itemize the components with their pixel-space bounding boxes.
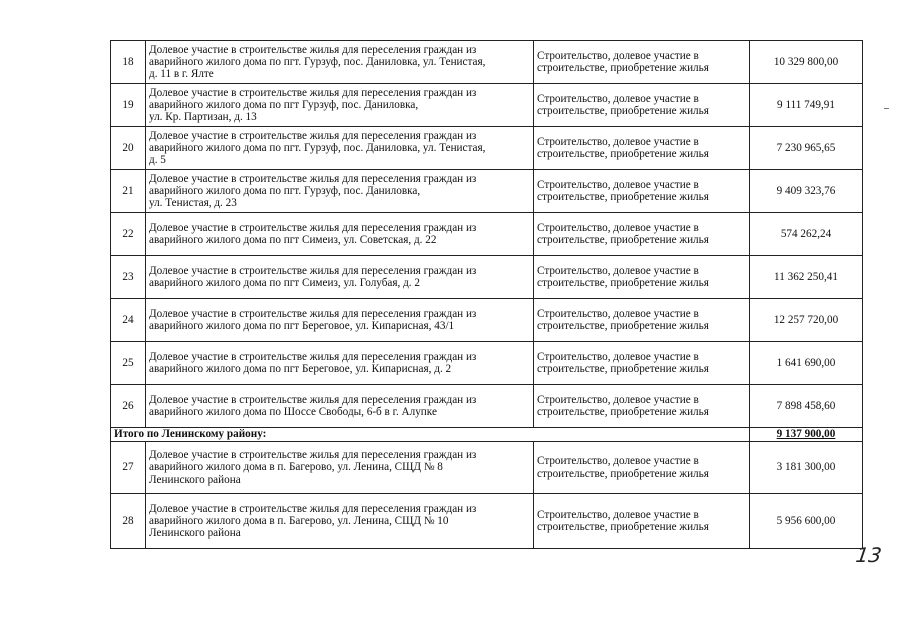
row-description: Долевое участие в строительстве жилья для переселения граждан из аварийного жилого дома по пгт Симеиз, ул. Голубая, д. 2 (146, 256, 534, 299)
table-row (111, 342, 863, 385)
row-number: 23 (111, 256, 146, 299)
row-description: Долевое участие в строительстве жилья для переселения граждан из аварийного жилого дома по пгт Береговое, ул. Кипарисная, 43/1 (146, 299, 534, 342)
margin-mark (884, 108, 889, 109)
table-row (111, 256, 863, 299)
row-category: Строительство, долевое участие в строительстве, приобретение жилья (534, 299, 750, 342)
row-amount: 3 181 300,00 (750, 442, 863, 494)
table-row (111, 41, 863, 84)
table-row (111, 385, 863, 428)
row-amount: 9 409 323,76 (750, 170, 863, 213)
table-row (111, 127, 863, 170)
row-amount: 7 898 458,60 (750, 385, 863, 428)
row-number: 19 (111, 84, 146, 127)
row-category: Строительство, долевое участие в строительстве, приобретение жилья (534, 342, 750, 385)
row-category: Строительство, долевое участие в строительстве, приобретение жилья (534, 170, 750, 213)
table-row (111, 213, 863, 256)
row-number: 18 (111, 41, 146, 84)
row-description: Долевое участие в строительстве жилья для переселения граждан из аварийного жилого дома в п. Багерово, ул. Ленина, СЩД № 10 Ленинского района (146, 494, 534, 549)
page-number: 13 (854, 543, 884, 567)
table-row (111, 84, 863, 127)
total-row (111, 428, 863, 442)
row-description: Долевое участие в строительстве жилья для переселения граждан из аварийного жилого дома по пгт. Гурзуф, пос. Даниловка, ул. Тенистая, д. 11 в г. Ялте (146, 41, 534, 84)
row-category: Строительство, долевое участие в строительстве, приобретение жилья (534, 127, 750, 170)
row-category: Строительство, долевое участие в строительстве, приобретение жилья (534, 41, 750, 84)
row-number: 25 (111, 342, 146, 385)
row-description: Долевое участие в строительстве жилья для переселения граждан из аварийного жилого дома по пгт. Гурзуф, пос. Даниловка, ул. Тенистая, д. 23 (146, 170, 534, 213)
row-number: 22 (111, 213, 146, 256)
total-label: Итого по Ленинскому району: (111, 428, 750, 442)
row-description: Долевое участие в строительстве жилья для переселения граждан из аварийного жилого дома по Шоссе Свободы, 6-б в г. Алупке (146, 385, 534, 428)
row-amount: 12 257 720,00 (750, 299, 863, 342)
row-category: Строительство, долевое участие в строительстве, приобретение жилья (534, 494, 750, 549)
table-row (111, 442, 863, 494)
row-number: 21 (111, 170, 146, 213)
total-amount: 9 137 900,00 (750, 428, 863, 442)
row-amount: 574 262,24 (750, 213, 863, 256)
row-description: Долевое участие в строительстве жилья для переселения граждан из аварийного жилого дома по пгт Береговое, ул. Кипарисная, д. 2 (146, 342, 534, 385)
row-amount: 9 111 749,91 (750, 84, 863, 127)
row-category: Строительство, долевое участие в строительстве, приобретение жилья (534, 84, 750, 127)
row-description: Долевое участие в строительстве жилья для переселения граждан из аварийного жилого дома по пгт. Гурзуф, пос. Даниловка, ул. Тенистая, д. 5 (146, 127, 534, 170)
row-amount: 1 641 690,00 (750, 342, 863, 385)
row-number: 20 (111, 127, 146, 170)
row-category: Строительство, долевое участие в строительстве, приобретение жилья (534, 256, 750, 299)
row-description: Долевое участие в строительстве жилья для переселения граждан из аварийного жилого дома по пгт Симеиз, ул. Советская, д. 22 (146, 213, 534, 256)
row-number: 28 (111, 494, 146, 549)
row-category: Строительство, долевое участие в строительстве, приобретение жилья (534, 442, 750, 494)
row-description: Долевое участие в строительстве жилья для переселения граждан из аварийного жилого дома по пгт Гурзуф, пос. Даниловка, ул. Кр. Партизан, д. 13 (146, 84, 534, 127)
row-category: Строительство, долевое участие в строительстве, приобретение жилья (534, 213, 750, 256)
table-row (111, 170, 863, 213)
row-amount: 10 329 800,00 (750, 41, 863, 84)
row-number: 27 (111, 442, 146, 494)
row-amount: 5 956 600,00 (750, 494, 863, 549)
row-amount: 7 230 965,65 (750, 127, 863, 170)
row-number: 24 (111, 299, 146, 342)
funding-table (110, 40, 863, 549)
row-description: Долевое участие в строительстве жилья для переселения граждан из аварийного жилого дома в п. Багерово, ул. Ленина, СЩД № 8 Ленинского района (146, 442, 534, 494)
row-category: Строительство, долевое участие в строительстве, приобретение жилья (534, 385, 750, 428)
table-row (111, 494, 863, 549)
row-number: 26 (111, 385, 146, 428)
table-row (111, 299, 863, 342)
row-amount: 11 362 250,41 (750, 256, 863, 299)
